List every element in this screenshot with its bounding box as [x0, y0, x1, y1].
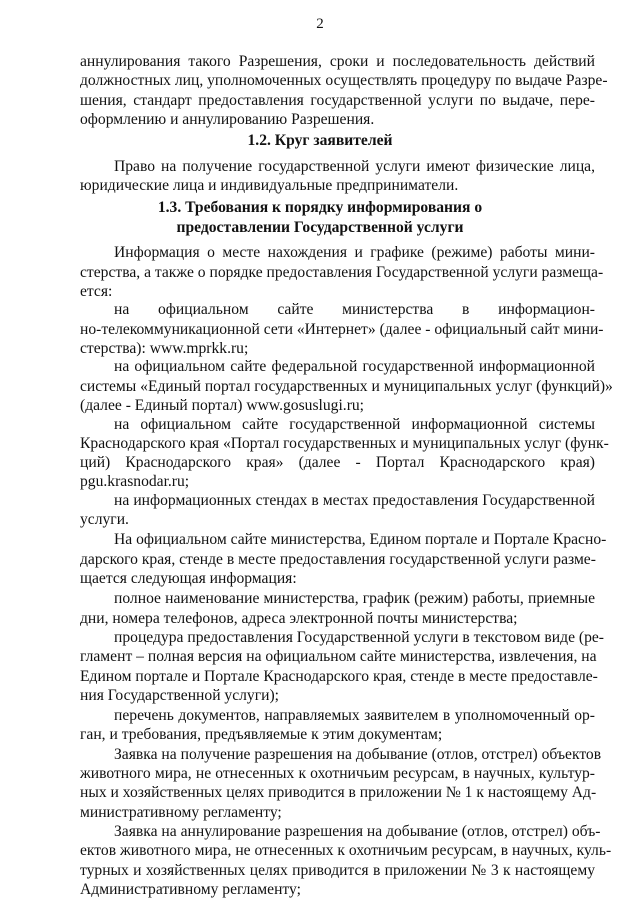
paragraph-line: министративному регламенту;	[80, 803, 282, 821]
paragraph-line: дарского края, стенде в месте предоставления государственной услуги разме-	[80, 550, 596, 568]
paragraph-line: дни, номера телефонов, адреса электронной почты министерства;	[80, 609, 518, 627]
paragraph-line: турных и хозяйственных целях приводится в приложении № 3 к настоящему	[80, 861, 595, 879]
paragraph-line: гламент – полная версия на официальном сайте министерства, извлечения, на	[80, 648, 597, 666]
paragraph-line: Право на получение государственной услуги имеют физические лица,	[114, 157, 595, 175]
paragraph-line: шения, стандарт предоставления государственной услуги по выдаче, пере-	[80, 91, 595, 109]
paragraph-line: ния Государственной услуги);	[80, 686, 279, 704]
section-heading: 1.3. Требования к порядку информирования о	[157, 199, 483, 217]
paragraph-line: процедура предоставления Государственной услуги в текстовом виде (ре-	[114, 628, 604, 646]
paragraph-line: pgu.krasnodar.ru;	[80, 473, 190, 491]
paragraph-line: ных и хозяйственных целях приводится в приложении № 1 к настоящему Ад-	[80, 784, 597, 802]
paragraph-line: Административному регламенту;	[80, 881, 301, 898]
paragraph-line: на официальном сайте федеральной государственной информационной	[114, 358, 595, 376]
paragraph-line: полное наименование министерства, график (режим) работы, приемные	[114, 590, 595, 608]
paragraph-line: на официальном сайте министерства в информацион-	[114, 301, 595, 319]
paragraph-line: аннулирования такого Разрешения, сроки и последовательность действий	[80, 53, 595, 70]
paragraph-line: системы «Единый портал государственных и муниципальных услуг (функций)»	[80, 377, 613, 395]
paragraph-line: щается следующая информация:	[80, 570, 297, 587]
page-number: 2	[316, 16, 324, 32]
paragraph-line: на информационных стендах в местах предоставления Государственной	[114, 491, 595, 509]
paragraph-line: животного мира, не отнесенных к охотничьим ресурсам, в научных, культур-	[80, 765, 595, 783]
paragraph-line: Информация о месте нахождения и графике (режиме) работы мини-	[114, 244, 595, 262]
paragraph-line: оформлению и аннулированию Разрешения.	[80, 111, 375, 128]
paragraph-line: Едином портале и Портале Краснодарского края, стенде в месте предоставле-	[80, 667, 598, 685]
paragraph-line: стерства): www.mprkk.ru;	[80, 340, 249, 357]
section-heading: 1.2. Круг заявителей	[247, 132, 393, 150]
paragraph-line: на официальном сайте государственной информационной системы	[114, 415, 595, 433]
paragraph-line: На официальном сайте министерства, Едином портале и Портале Красно-	[114, 531, 607, 549]
paragraph-line: ций) Краснодарского края» (далее - Портал Краснодарского края)	[80, 454, 595, 472]
paragraph-line: но-телекоммуникационной сети «Интернет» (далее - официальный сайт мини-	[80, 320, 604, 338]
paragraph-line: ган, и требования, предъявляемые к этим документам;	[80, 726, 443, 744]
paragraph-line: перечень документов, направляемых заявителем в уполномоченный ор-	[114, 707, 595, 725]
paragraph-line: юридические лица и индивидуальные предприниматели.	[80, 177, 459, 195]
paragraph-line: услуги.	[80, 511, 129, 529]
section-heading: предоставлении Государственной услуги	[176, 218, 464, 236]
paragraph-line: Краснодарского края «Портал государственных и муниципальных услуг (функ-	[80, 434, 609, 452]
paragraph-line: ектов животного мира, не отнесенных к охотничьим ресурсам, в научных, куль-	[80, 842, 612, 860]
paragraph-line: должностных лиц, уполномоченных осуществлять процедуру по выдаче Разре-	[80, 72, 608, 90]
paragraph-line: Заявка на получение разрешения на добывание (отлов, отстрел) объектов	[114, 745, 602, 763]
paragraph-line: Заявка на аннулирование разрешения на добывание (отлов, отстрел) объ-	[114, 823, 601, 840]
paragraph-line: (далее - Единый портал) www.gosuslugi.ru;	[80, 397, 365, 415]
paragraph-line: ется:	[80, 283, 113, 300]
paragraph-line: стерства, а также о порядке предоставления Государственной услуги размеща-	[80, 263, 604, 281]
